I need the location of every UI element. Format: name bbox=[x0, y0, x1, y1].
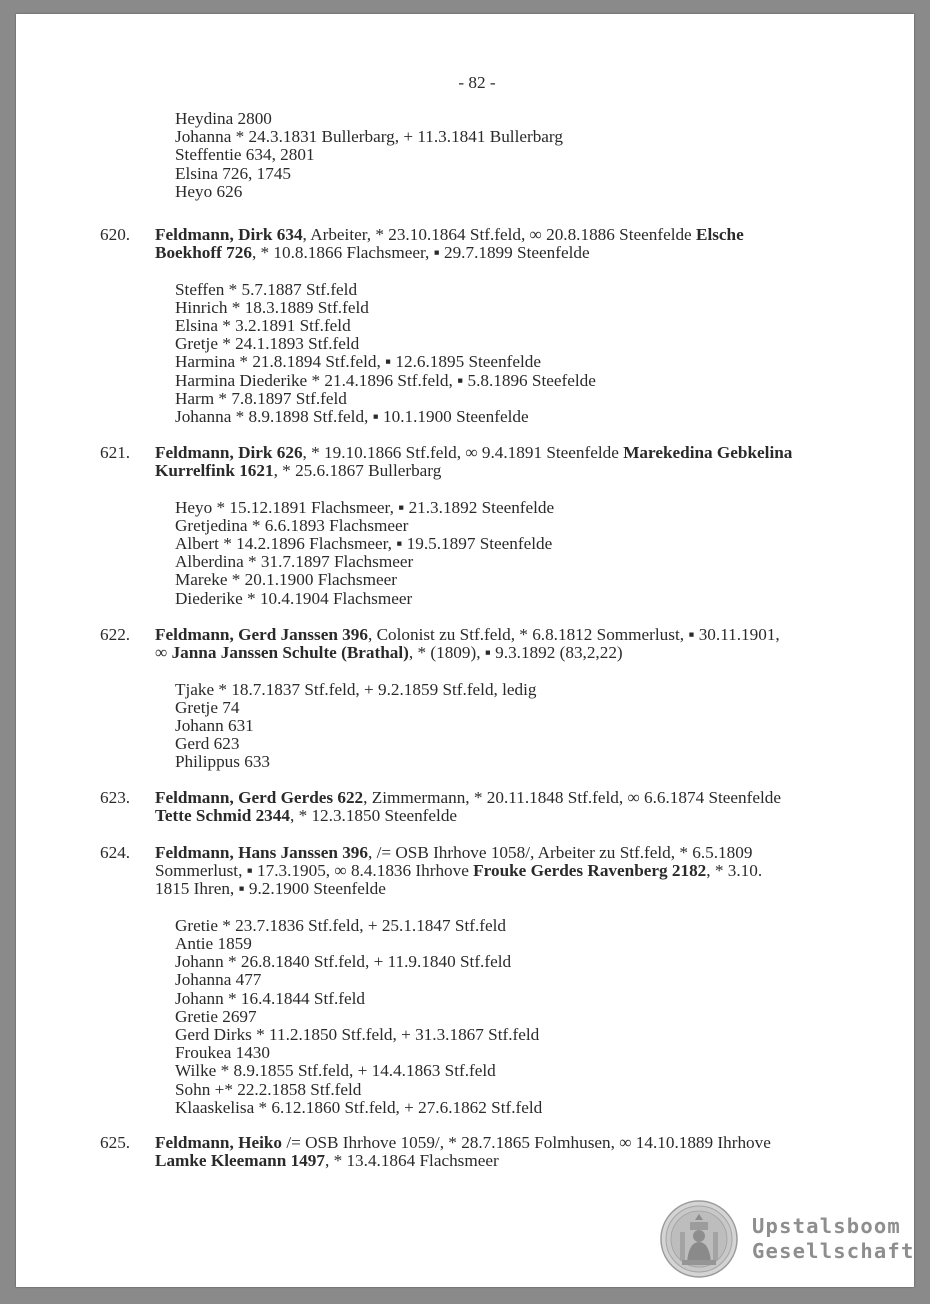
entry-detail: , Zimmermann, * 20.11.1848 Stf.feld, ∞ 6.6.1874 Steenfelde bbox=[363, 788, 781, 807]
child-line: Heyo 626 bbox=[175, 181, 243, 201]
entry-heading-line bbox=[155, 789, 877, 807]
child-line: Mareke * 20.1.1900 Flachsmeer bbox=[175, 570, 397, 590]
entry-number: 621. bbox=[100, 443, 131, 462]
child-line: Klaaskelisa * 6.12.1860 Stf.feld, + 27.6.1862 Stf.feld bbox=[175, 1097, 543, 1117]
entry-heading bbox=[155, 626, 877, 662]
entry-detail: , * 13.4.1864 Flachsmeer bbox=[324, 1151, 499, 1171]
intro-children-list bbox=[175, 110, 895, 201]
entry-detail: 1815 Ihren, ▪ 9.2.1900 Steenfelde bbox=[155, 879, 386, 899]
entry-heading bbox=[155, 789, 877, 825]
entry-detail: , * 25.6.1867 Bullerbarg bbox=[273, 461, 442, 481]
child-line: Albert * 14.2.1896 Flachsmeer, ▪ 19.5.1897 Steenfelde bbox=[175, 534, 553, 553]
society-name bbox=[752, 1214, 915, 1264]
child-line: Johann * 16.4.1844 Stf.feld bbox=[175, 988, 366, 1008]
child-line: Tjake * 18.7.1837 Stf.feld, + 9.2.1859 Stf.feld, ledig bbox=[175, 679, 537, 699]
child-line: Antie 1859 bbox=[175, 934, 252, 953]
entry-detail: , * 10.8.1866 Flachsmeer, ▪ 29.7.1899 Steenfelde bbox=[251, 243, 590, 263]
entry-detail: , Arbeiter, * 23.10.1864 Stf.feld, ∞ 20.8.1886 Steenfelde bbox=[302, 225, 696, 244]
children-list bbox=[175, 499, 554, 608]
entry-detail: Sommerlust, ▪ 17.3.1905, ∞ 8.4.1836 Ihrhove bbox=[155, 861, 474, 881]
child-line: Johanna * 8.9.1898 Stf.feld, ▪ 10.1.1900 Steenfelde bbox=[175, 407, 529, 427]
child-line: Johann * 26.8.1840 Stf.feld, + 11.9.1840 Stf.feld bbox=[175, 952, 512, 972]
child-line: Harmina Diederike * 21.4.1896 Stf.feld, ▪ 5.8.1896 Steefelde bbox=[175, 370, 596, 390]
child-line: Steffentie 634, 2801 bbox=[175, 145, 315, 165]
entry-detail: ∞ bbox=[155, 643, 172, 663]
entry-number: 620. bbox=[100, 225, 131, 244]
child-line: Johann 631 bbox=[175, 716, 254, 735]
child-line: Diederike * 10.4.1904 Flachsmeer bbox=[175, 588, 413, 608]
person-name: Frouke Gerdes Ravenberg 2182 bbox=[473, 861, 707, 881]
entry-number: 623. bbox=[100, 788, 131, 807]
person-name: Feldmann, Gerd Janssen 396 bbox=[155, 625, 368, 644]
entry-detail: , /= OSB Ihrhove 1058/, Arbeiter zu Stf.feld, * 6.5.1809 bbox=[367, 843, 753, 862]
child-line: Johanna 477 bbox=[175, 970, 262, 990]
child-line: Alberdina * 31.7.1897 Flachsmeer bbox=[175, 552, 414, 572]
child-line: Gerd 623 bbox=[175, 734, 240, 754]
page-number: - 82 - bbox=[458, 73, 496, 92]
entry-heading-line bbox=[155, 244, 877, 262]
society-seal-logo bbox=[660, 1200, 738, 1278]
person-name: Elsche bbox=[696, 225, 744, 244]
child-line: Philippus 633 bbox=[175, 752, 271, 772]
person-name: Feldmann, Dirk 634 bbox=[155, 225, 303, 244]
children-list bbox=[175, 281, 596, 427]
entry-heading-line bbox=[155, 807, 877, 825]
child-line: Heydina 2800 bbox=[175, 109, 272, 128]
entry-heading-line bbox=[155, 844, 877, 862]
child-line: Gretje * 24.1.1893 Stf.feld bbox=[175, 334, 360, 354]
child-line: Gretje 74 bbox=[175, 697, 240, 717]
child-line: Elsina * 3.2.1891 Stf.feld bbox=[175, 316, 351, 335]
entry-detail: , * (1809), ▪ 9.3.1892 (83,2,22) bbox=[408, 643, 623, 663]
entry-heading-line bbox=[155, 626, 877, 644]
person-name: Tette Schmid 2344 bbox=[155, 806, 290, 826]
person-name: Feldmann, Hans Janssen 396 bbox=[155, 843, 368, 862]
person-name: Feldmann, Gerd Gerdes 622 bbox=[155, 788, 364, 807]
entry-number: 625. bbox=[100, 1133, 131, 1152]
person-name: Feldmann, Dirk 626 bbox=[155, 443, 303, 462]
child-line: Johanna * 24.3.1831 Bullerbarg, + 11.3.1841 Bullerbarg bbox=[175, 127, 563, 147]
person-name: Marekedina Gebkelina bbox=[623, 443, 793, 462]
entry-detail: , * 19.10.1866 Stf.feld, ∞ 9.4.1891 Steenfelde bbox=[302, 443, 624, 462]
entry-detail: , * 3.10. bbox=[706, 861, 763, 881]
person-name: Feldmann, Heiko bbox=[155, 1133, 283, 1152]
children-list bbox=[175, 681, 537, 772]
entry-detail: , Colonist zu Stf.feld, * 6.8.1812 Sommerlust, ▪ 30.11.1901, bbox=[367, 625, 780, 644]
entry-number: 624. bbox=[100, 843, 131, 862]
entry-number: 622. bbox=[100, 625, 131, 644]
entry-heading-line bbox=[155, 1134, 877, 1152]
entry-detail: , * 12.3.1850 Steenfelde bbox=[289, 806, 458, 826]
entry-heading-line bbox=[155, 462, 877, 480]
entry-heading-line bbox=[155, 880, 877, 898]
child-line: Wilke * 8.9.1855 Stf.feld, + 14.4.1863 Stf.feld bbox=[175, 1061, 496, 1081]
entry-heading-line bbox=[155, 444, 877, 462]
entry-heading bbox=[155, 844, 877, 899]
person-name: Boekhoff 726 bbox=[155, 243, 252, 263]
child-line: Harmina * 21.8.1894 Stf.feld, ▪ 12.6.1895 Steenfelde bbox=[175, 352, 542, 372]
child-line: Gerd Dirks * 11.2.1850 Stf.feld, + 31.3.1867 Stf.feld bbox=[175, 1025, 540, 1045]
document-page bbox=[16, 14, 914, 1287]
child-line: Harm * 7.8.1897 Stf.feld bbox=[175, 388, 347, 408]
entry-heading-line bbox=[155, 1152, 877, 1170]
entry-heading bbox=[155, 1134, 877, 1170]
person-name: Janna Janssen Schulte (Brathal) bbox=[171, 643, 409, 663]
child-line: Sohn +* 22.2.1858 Stf.feld bbox=[175, 1079, 362, 1099]
entry-heading-line bbox=[155, 862, 877, 880]
entry-heading-line bbox=[155, 644, 877, 662]
society-name-line2: Gesellschaft bbox=[752, 1239, 915, 1263]
child-line: Elsina 726, 1745 bbox=[175, 163, 292, 183]
entry-heading-line bbox=[155, 226, 877, 244]
entry-heading bbox=[155, 226, 877, 262]
child-line: Gretjedina * 6.6.1893 Flachsmeer bbox=[175, 515, 409, 535]
entry-detail: /= OSB Ihrhove 1059/, * 28.7.1865 Folmhusen, ∞ 14.10.1889 Ihrhove bbox=[282, 1133, 771, 1152]
children-list bbox=[175, 917, 542, 1117]
child-line: Gretie 2697 bbox=[175, 1006, 257, 1026]
child-line: Hinrich * 18.3.1889 Stf.feld bbox=[175, 297, 369, 317]
child-line: Steffen * 5.7.1887 Stf.feld bbox=[175, 279, 358, 299]
entry-heading bbox=[155, 444, 877, 480]
person-name: Lamke Kleemann 1497 bbox=[155, 1151, 325, 1171]
person-name: Kurrelfink 1621 bbox=[155, 461, 274, 481]
child-line: Froukea 1430 bbox=[175, 1043, 270, 1063]
society-name-line1: Upstalsboom bbox=[752, 1214, 901, 1238]
child-line: Gretie * 23.7.1836 Stf.feld, + 25.1.1847 Stf.feld bbox=[175, 915, 506, 935]
child-line: Heyo * 15.12.1891 Flachsmeer, ▪ 21.3.1892 Steenfelde bbox=[175, 497, 555, 517]
